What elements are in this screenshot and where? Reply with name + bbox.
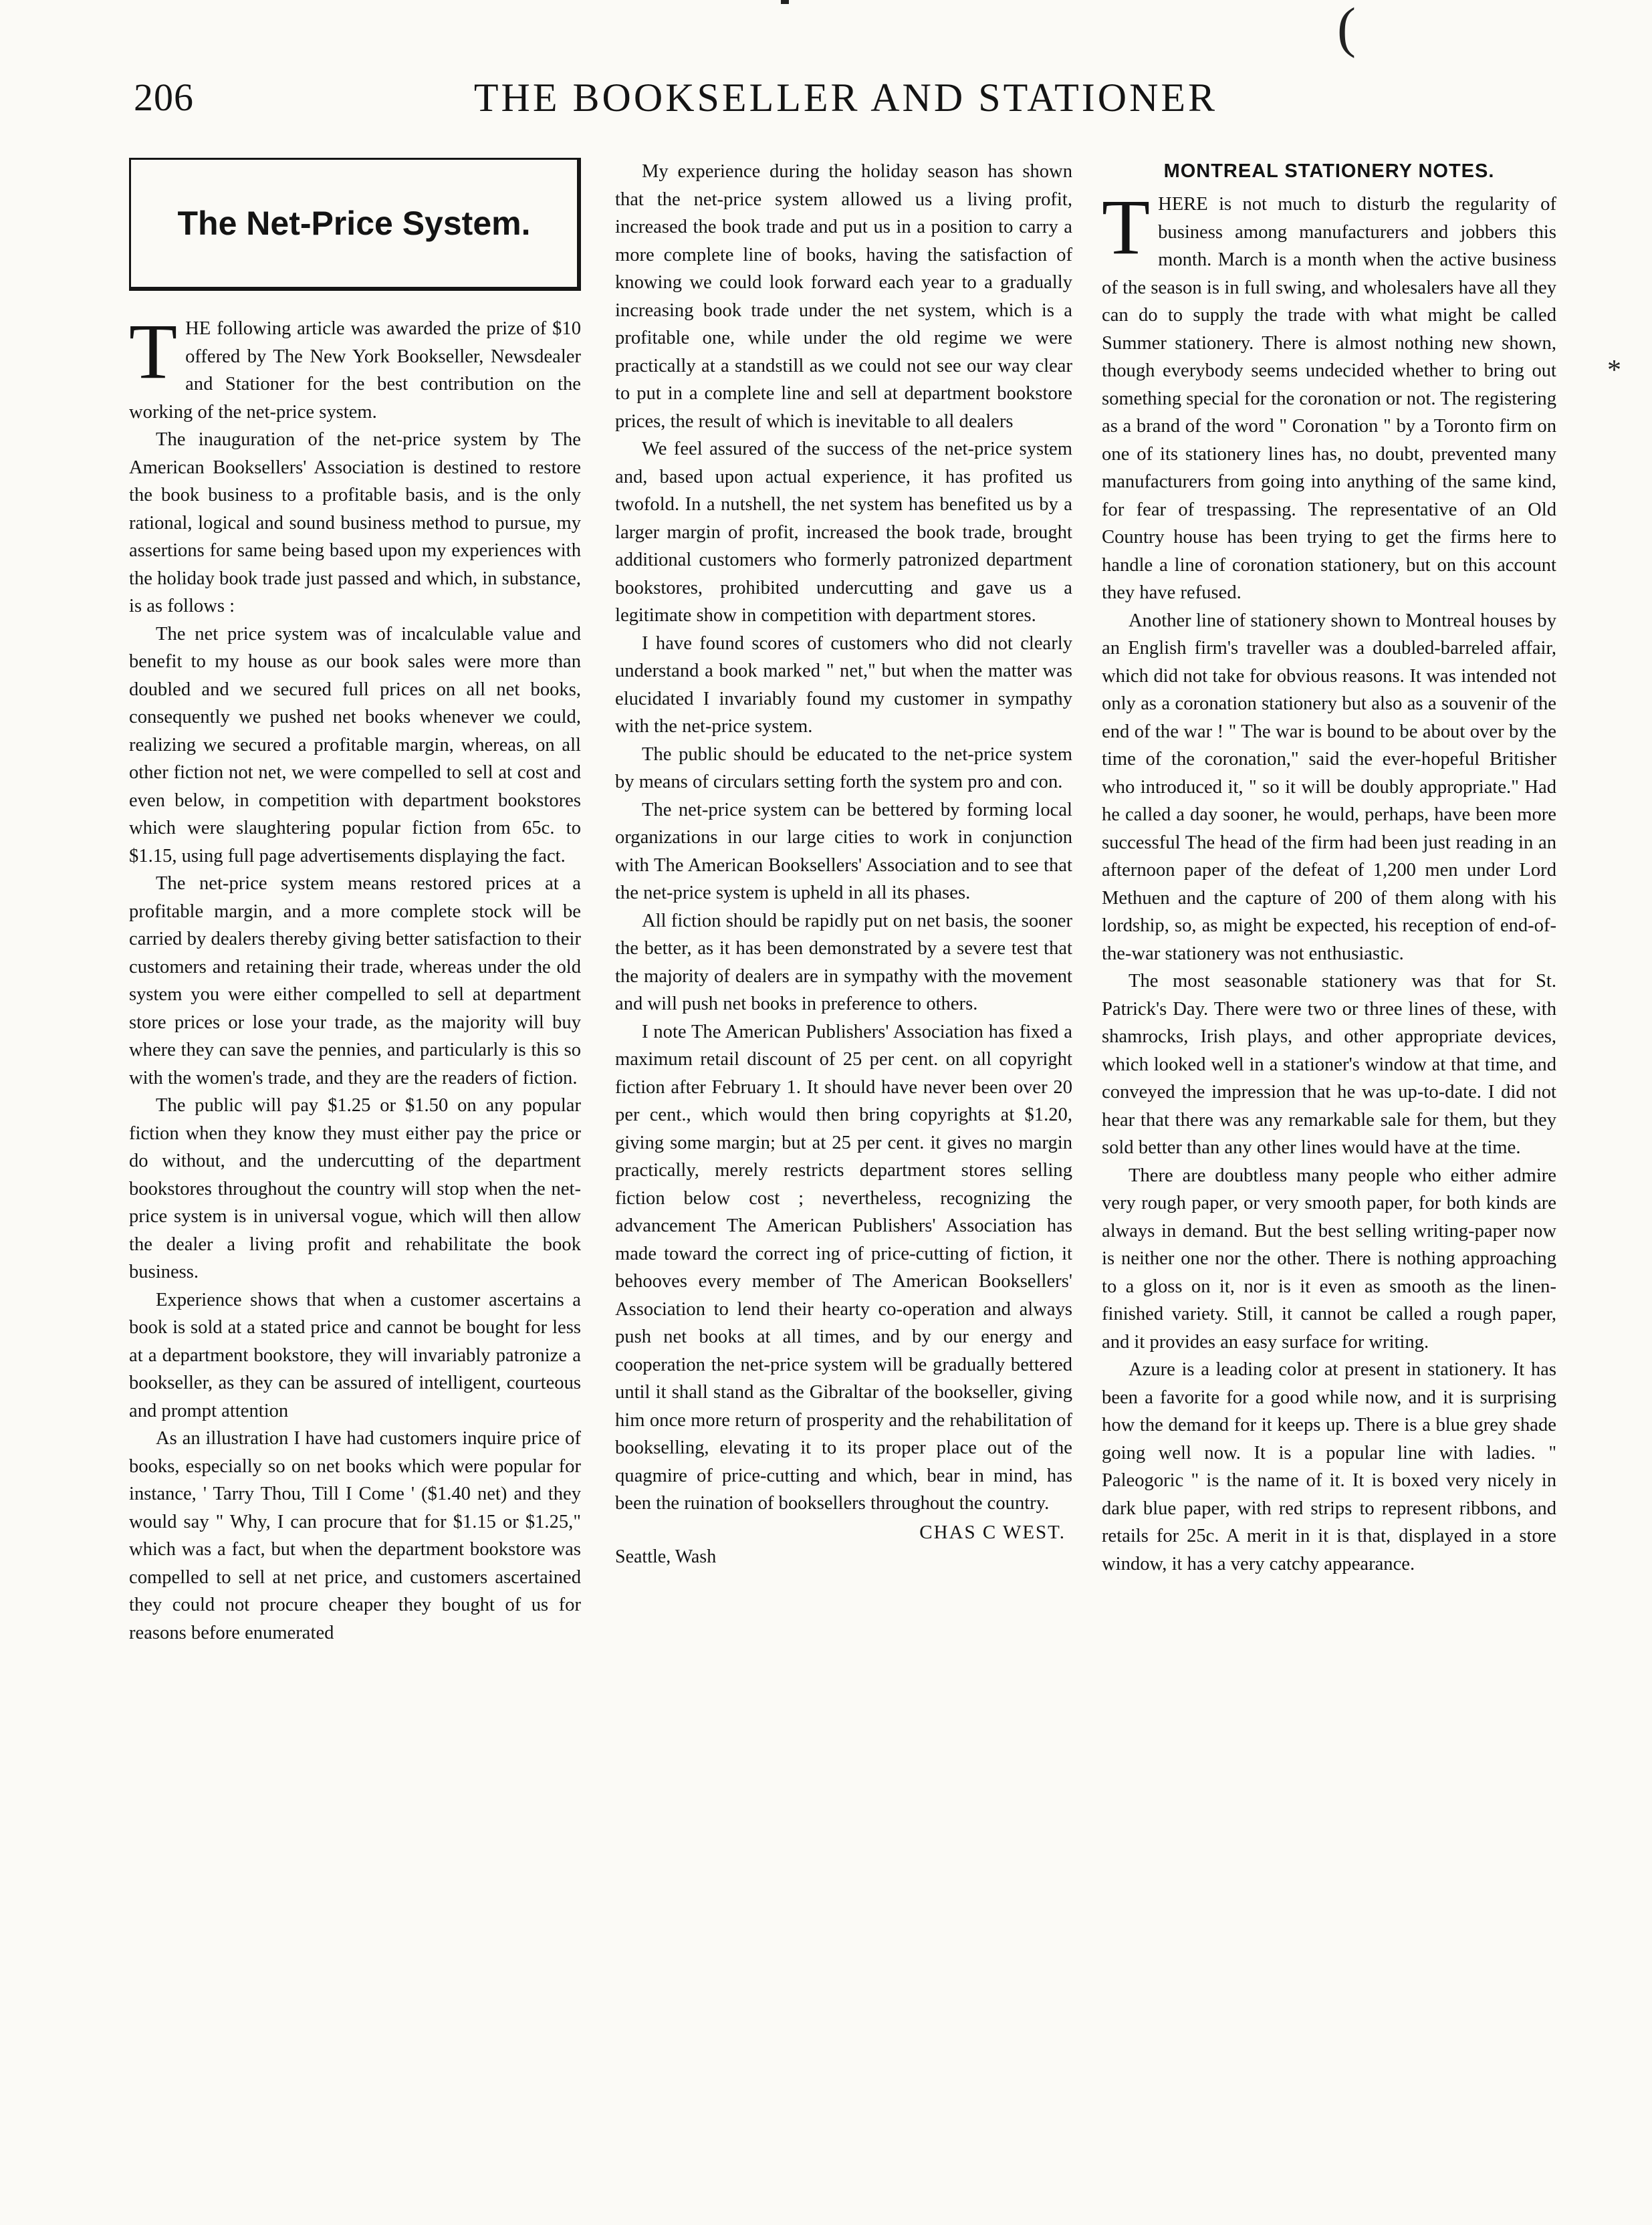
article-paragraph: I note The American Publishers' Association has fixed a maximum retail discount of 25 per cent. on all copyright fiction after February 1. It should have never been over 20 per cent., which would then bring copyrights at $1.20, giving some margin; but at 25 per cent. it gives no margin practically, merely restricts department stores selling fiction below cost ; nevertheless, recognizing the advancement The American Publishers' Association has made toward the correct ing of price-cutting of fiction, it behooves every member of The American Booksellers' Association to lend their hearty co-operation and always push net books at all times, and by our energy and cooperation the net-price system will be gradually bettered until it shall stand as the Gibraltar of the bookseller, giving him once more return of prosperity and the rehabilitation of bookselling, elevating it to its proper place out of the quagmire of price-cutting and which, bear in mind, has been the ruination of booksellers throughout the country.: [615, 1021, 1072, 1514]
column-2: [615, 158, 1072, 1568]
article-paragraph: All fiction should be rapidly put on net basis, the sooner the better, as it has been demonstrated by a severe test that the majority of dealers are in sympathy with the movement and will push net books in preference to others.: [615, 910, 1072, 1014]
article-paragraph: [129, 308, 581, 426]
article-paragraph: Another line of stationery shown to Montreal houses by an English firm's traveller was a doubled-barreled affair, which did not take for obvious reasons. It was intended not only as a coronation stationery but also as a souvenir of the end of the war ! " The war is bound to be about over by the time of the coronation," said the ever-hopeful Britisher who introduced it, " so it will be doubly appropriate." Had he called a day sooner, he would, perhaps, have been more successful The head of the firm had been just reading in an afternoon paper of the defeat of 1,200 men under Lord Methuen and the capture of 200 of them along with his lordship, so, as might be expected, his reception of end-of-the-war stationery was not enthusiastic.: [1102, 610, 1556, 964]
author-location: Seattle, Wash: [615, 1546, 717, 1567]
drop-cap: T: [1102, 183, 1151, 271]
article-paragraph: The public will pay $1.25 or $1.50 on any popular fiction when they know they must either pay the price or do without, and the undercutting of the department bookstores throughout the country will stop when the net-price system is in universal vogue, which will then allow the dealer a living profit and rehabilitate the book business.: [129, 1095, 581, 1282]
page-number: 206: [134, 76, 194, 119]
column-1: [129, 158, 581, 1647]
paragraph-text: HE following article was awarded the prize of $10 offered by The New York Bookseller, Newsdealer and Stationer for the best contribution on the working of the net-price system.: [129, 318, 581, 423]
page-header: [134, 75, 1558, 135]
article-paragraph: The net-price system means restored prices at a profitable margin, and a more complete stock will be carried by dealers thereby giving better satisfaction to their customers and retaining their trade, whereas under the old system you were either compelled to sell at department store prices or lose your trade, as the majority will buy where they can save the pennies, and particularly is this so with the women's trade, and they are the readers of fiction.: [129, 873, 581, 1088]
drop-cap: T: [129, 308, 178, 395]
column-3: [1102, 158, 1556, 1578]
article-paragraph: The public should be educated to the net-price system by means of circulars setting forth the system pro and con.: [615, 743, 1072, 792]
paragraph-text: HERE is not much to disturb the regularity of business among manufacturers and jobbers this month. March is a month when the active business of the season is in full swing, and wholesalers have all they can do to supply the trade with what might be called Summer stationery. There is almost nothing new shown, though everybody seems undecided whether to bring out something special for the coronation or not. The registering as a brand of the word " Coronation " by a Toronto firm on one of its stationery lines has, no doubt, prevented many manufacturers from going into anything of the same kind, for fear of trespassing. The representative of an Old Country house has been trying to get the firms here to handle a line of coronation stationery, but on this account they have refused.: [1102, 194, 1556, 603]
running-title: THE BOOKSELLER AND STATIONER: [473, 76, 1218, 120]
article-paragraph: The net-price system can be bettered by forming local organizations in our large cities to work in conjunction with The American Booksellers' Association and to see that the net-price system is upheld in all its phases.: [615, 799, 1072, 903]
section-heading: MONTREAL STATIONERY NOTES.: [1163, 160, 1495, 182]
top-tick-mark: [781, 0, 789, 4]
article-paragraph: There are doubtless many people who either admire very rough paper, or very smooth paper, for both kinds are always in demand. But the best selling writing-paper now is neither one nor the other. There is nothing approaching to a gloss on it, nor is it even as smooth as the linen-finished variety. Still, it cannot be called a rough paper, and it provides an easy surface for writing.: [1102, 1165, 1556, 1353]
article-paragraph: [1102, 183, 1556, 607]
article-title-box: [129, 158, 581, 291]
margin-pencil-mark: (: [1337, 0, 1356, 59]
article-paragraph: My experience during the holiday season has shown that the net-price system allowed us a living profit, increased the book trade and put us in a position to carry a more complete line of books, having the satisfaction of knowing we could look forward each year to a gradually increasing book trade under the net system, which is a profitable one, while under the old regime we were practically at a standstill as we could not see our way clear to put in a complete line and sell at department bookstore prices, the result of which is inevitable to all dealers: [615, 161, 1072, 432]
article-paragraph: Experience shows that when a customer ascertains a book is sold at a stated price and cannot be bought for less at a department bookstore, they will invariably patronize a bookseller, as they can be assured of intelligent, courteous and prompt attention: [129, 1289, 581, 1421]
margin-asterisk-mark: *: [1607, 355, 1621, 386]
author-signature: CHAS C WEST.: [919, 1521, 1066, 1543]
article-paragraph: Azure is a leading color at present in stationery. It has been a favorite for a good while now, and it is surprising how the demand for it keeps up. There is a blue grey shade going well now. It is a popular line with ladies. " Paleogoric " is the name of it. It is boxed very nicely in dark blue paper, with red strips to represent ribbons, and retails for 25c. A merit in it is that, displayed in a store window, it has a very catchy appearance.: [1102, 1359, 1556, 1574]
article-paragraph: I have found scores of customers who did not clearly understand a book marked " net," but when the matter was elucidated I invariably found my customer in sympathy with the net-price system.: [615, 632, 1072, 737]
article-paragraph: The most seasonable stationery was that for St. Patrick's Day. There were two or three lines of these, with shamrocks, Irish plays, and other appropriate devices, which looked well in a stationer's window at that time, and conveyed the impression that he was up-to-date. I did not hear that there was any remarkable sale for them, but they sold better than any other lines would have at the time.: [1102, 971, 1556, 1158]
article-title: The Net-Price System.: [177, 205, 531, 242]
article-paragraph: We feel assured of the success of the net-price system and, based upon actual experience, it has profited us twofold. In a nutshell, the net system has benefited us by a larger margin of profit, increased the book trade, brought additional customers who formerly patronized department bookstores, prohibited undercutting and gave us a legitimate show in competition with department stores.: [615, 439, 1072, 626]
article-paragraph: The net price system was of incalculable value and benefit to my house as our book sales were more than doubled and we secured full prices on all net books, consequently we pushed net books whenever we could, realizing we secured a profitable margin, whereas, on all other fiction not net, we were compelled to sell at cost and even below, in competition with department bookstores which were slaughtering popular fiction from 65c. to $1.15, using full page advertisements displaying the fact.: [129, 623, 581, 866]
article-paragraph: The inauguration of the net-price system by The American Booksellers' Association is destined to restore the book business to a profitable basis, and is the only rational, logical and sound business method to pursue, my assertions for same being based upon my experiences with the holiday book trade just passed and which, in substance, is as follows :: [129, 429, 581, 616]
article-paragraph: As an illustration I have had customers inquire price of books, especially so on net books which were popular for instance, ' Tarry Thou, Till I Come ' ($1.40 net) and they would say " Why, I can procure that for $1.15 or $1.25," which was a fact, but when the department bookstore was compelled to sell at net price, and customers ascertained they could not procure cheaper they bought of us for reasons before enumerated: [129, 1428, 581, 1643]
